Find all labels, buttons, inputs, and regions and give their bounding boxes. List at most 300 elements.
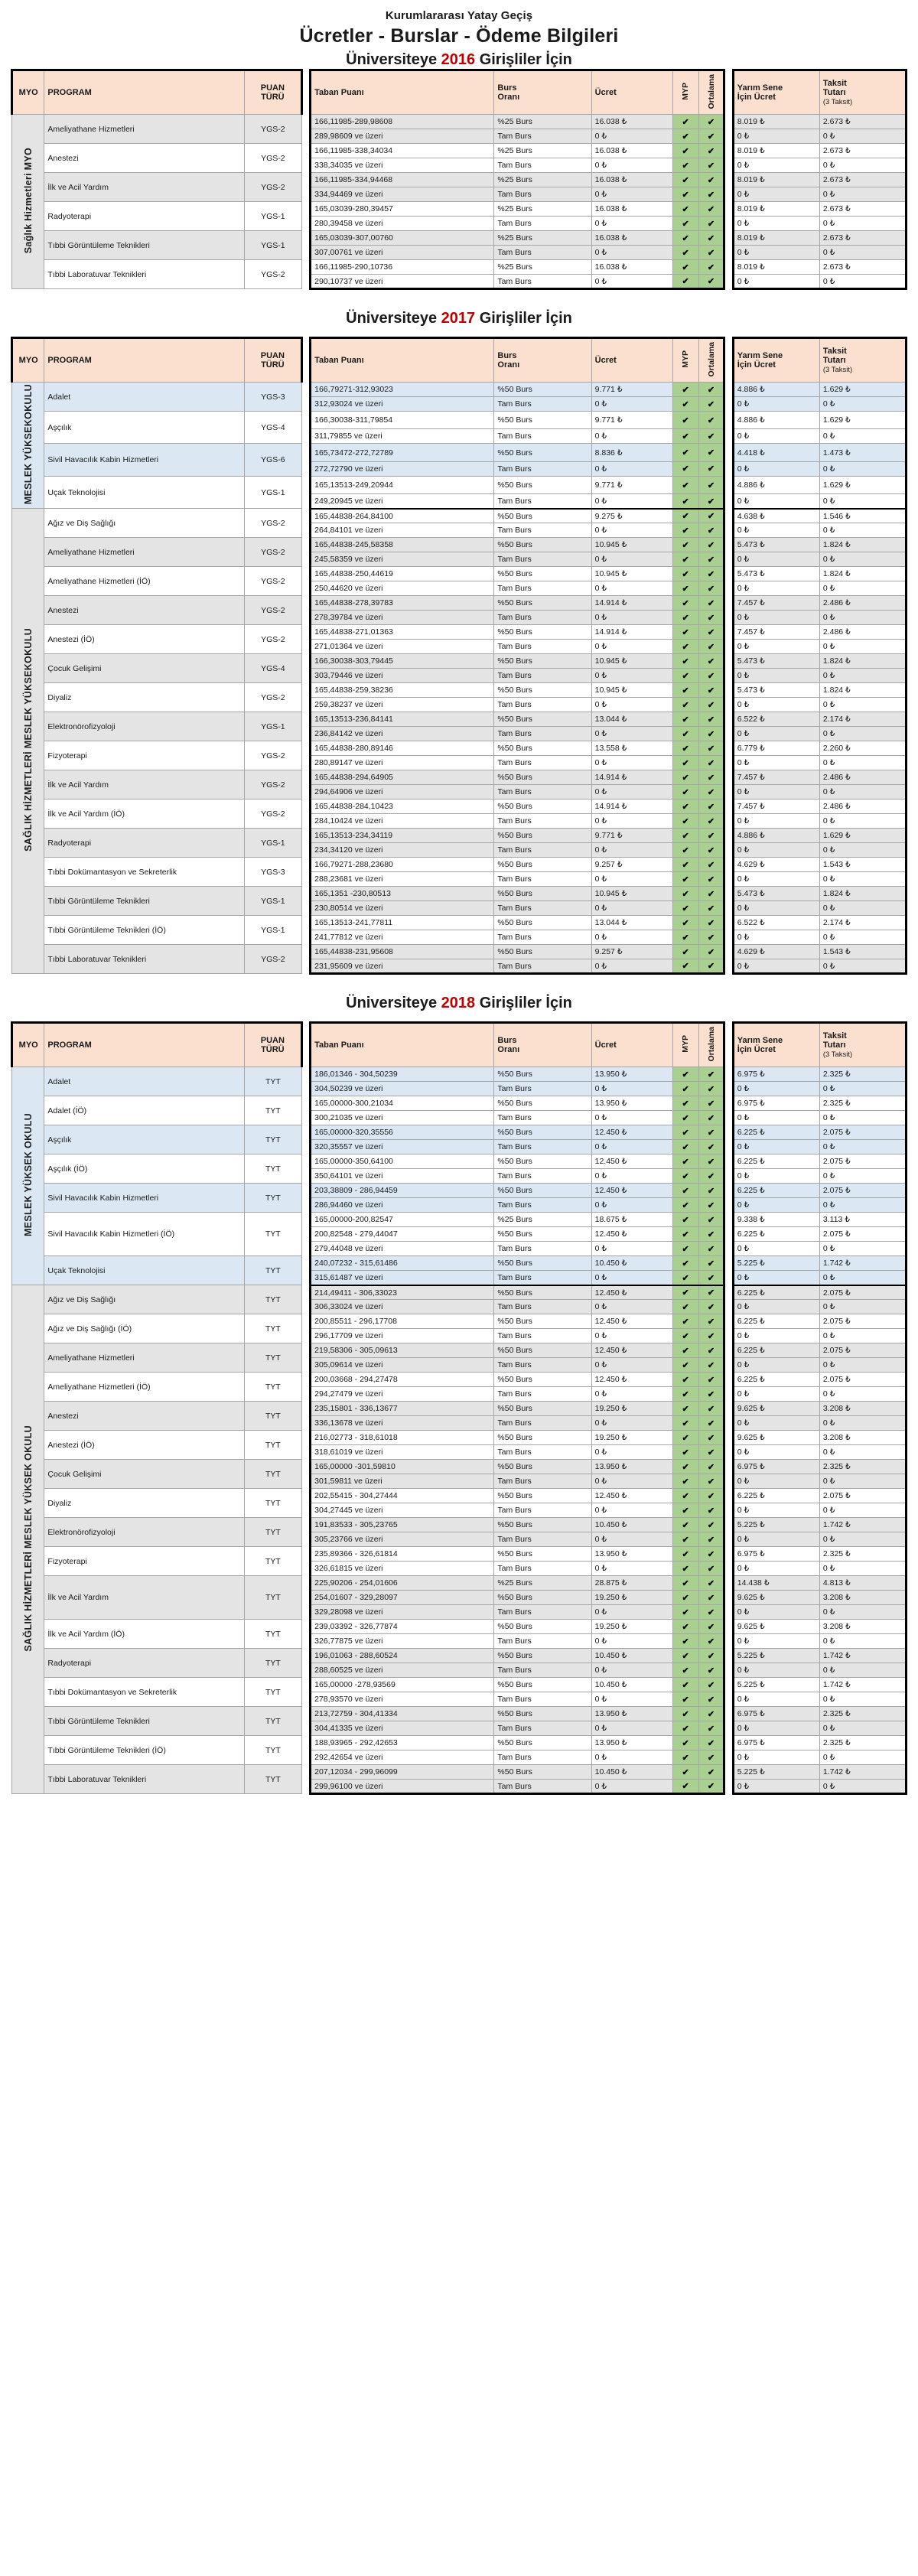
table-row	[12, 1547, 907, 1562]
taksit-tutari-value: 2.075 ₺	[819, 1343, 906, 1358]
taban-puani-value: 203,38809 - 286,94459	[311, 1184, 494, 1198]
table-row	[12, 1373, 907, 1387]
ortalama-check-icon: ✔	[698, 1067, 724, 1082]
taban-puani-value: 305,23766 ve üzeri	[311, 1532, 494, 1547]
ortalama-check-icon: ✔	[698, 1140, 724, 1154]
gap-cell-2	[724, 1300, 733, 1314]
ucret-value: 14.914 ₺	[591, 596, 672, 611]
ortalama-check-icon: ✔	[698, 727, 724, 741]
yarim-sene-ucret-value: 0 ₺	[733, 217, 819, 231]
taban-puani-value: 165,00000 -301,59810	[311, 1460, 494, 1474]
ucret-value: 19.250 ₺	[591, 1431, 672, 1445]
gap-cell-2	[724, 611, 733, 625]
yarim-sene-ucret-value: 0 ₺	[733, 1721, 819, 1736]
col-ucret: Ücret	[591, 1023, 672, 1067]
yarim-sene-ucret-value: 6.975 ₺	[733, 1707, 819, 1721]
taban-puani-value: 165,44838-245,58358	[311, 538, 494, 552]
ortalama-check-icon: ✔	[698, 1300, 724, 1314]
ortalama-check-icon: ✔	[698, 1576, 724, 1591]
taban-puani-value: 305,09614 ve üzeri	[311, 1358, 494, 1373]
taban-puani-value: 166,11985-289,98608	[311, 115, 494, 129]
program-name: İlk ve Acil Yardım (İÖ)	[44, 800, 245, 829]
myp-check-icon: ✔	[672, 1765, 698, 1780]
program-name: İlk ve Acil Yardım	[44, 1576, 245, 1620]
gap-cell-2	[724, 1343, 733, 1358]
ucret-value: 0 ₺	[591, 930, 672, 945]
gap-cell-2	[724, 202, 733, 217]
yarim-sene-ucret-value: 6.779 ₺	[733, 741, 819, 756]
yarim-sene-ucret-value: 0 ₺	[733, 872, 819, 887]
myo-group-label: Sağlık Hizmetleri MYO	[12, 115, 44, 289]
ortalama-check-icon: ✔	[698, 1213, 724, 1227]
myp-check-icon: ✔	[672, 429, 698, 444]
burs-orani-value: %50 Burs	[494, 1649, 591, 1663]
gap-cell-1	[301, 872, 310, 887]
taksit-tutari-value: 0 ₺	[819, 158, 906, 173]
gap-cell-2	[724, 1576, 733, 1591]
myp-check-icon: ✔	[672, 916, 698, 930]
taksit-tutari-value: 2.174 ₺	[819, 712, 906, 727]
col-program: PROGRAM	[44, 70, 245, 115]
ortalama-check-icon: ✔	[698, 1373, 724, 1387]
yarim-sene-ucret-value: 6.225 ₺	[733, 1373, 819, 1387]
burs-orani-value: %50 Burs	[494, 1096, 591, 1111]
gap-cell-1	[301, 1532, 310, 1547]
gap-cell-1	[301, 1198, 310, 1213]
program-name: Tıbbi Görüntüleme Teknikleri	[44, 1707, 245, 1736]
yarim-sene-ucret-value: 5.225 ₺	[733, 1765, 819, 1780]
yarim-sene-ucret-value: 0 ₺	[733, 1605, 819, 1620]
puan-turu-value: YGS-2	[244, 567, 301, 596]
ucret-value: 0 ₺	[591, 1445, 672, 1460]
taksit-tutari-value: 0 ₺	[819, 1242, 906, 1256]
gap-cell-1	[301, 1314, 310, 1329]
ucret-value: 0 ₺	[591, 1663, 672, 1678]
ucret-value: 9.771 ₺	[591, 383, 672, 397]
gap-cell-1	[301, 1692, 310, 1707]
table-row	[12, 173, 907, 187]
ortalama-check-icon: ✔	[698, 509, 724, 523]
gap-cell-2	[724, 1082, 733, 1096]
burs-orani-value: Tam Burs	[494, 698, 591, 712]
myp-check-icon: ✔	[672, 669, 698, 683]
table-row	[12, 887, 907, 901]
taban-puani-value: 254,01607 - 329,28097	[311, 1591, 494, 1605]
burs-orani-value: %50 Burs	[494, 1343, 591, 1358]
gap-cell-1	[301, 814, 310, 829]
yarim-sene-ucret-value: 0 ₺	[733, 461, 819, 476]
taksit-tutari-value: 0 ₺	[819, 275, 906, 289]
yarim-sene-ucret-value: 5.473 ₺	[733, 567, 819, 581]
burs-orani-value: Tam Burs	[494, 552, 591, 567]
gap-cell-2	[724, 829, 733, 843]
gap-cell-1	[301, 756, 310, 770]
ucret-value: 0 ₺	[591, 640, 672, 654]
gap-cell-1	[301, 158, 310, 173]
myp-check-icon: ✔	[672, 1620, 698, 1634]
gap-cell-1	[301, 829, 310, 843]
burs-orani-value: %50 Burs	[494, 509, 591, 523]
gap-cell-2	[724, 1213, 733, 1227]
taksit-tutari-value: 0 ₺	[819, 246, 906, 260]
gap-cell-1	[301, 1373, 310, 1387]
burs-orani-value: Tam Burs	[494, 187, 591, 202]
taksit-tutari-value: 1.742 ₺	[819, 1678, 906, 1692]
taban-puani-value: 165,00000-320,35556	[311, 1125, 494, 1140]
yarim-sene-ucret-value: 0 ₺	[733, 1242, 819, 1256]
ucret-value: 10.945 ₺	[591, 654, 672, 669]
gap-cell-1	[301, 1227, 310, 1242]
myp-check-icon: ✔	[672, 756, 698, 770]
table-body	[12, 383, 907, 974]
taban-puani-value: 280,89147 ve üzeri	[311, 756, 494, 770]
taban-puani-value: 165,03039-307,00760	[311, 231, 494, 246]
gap-cell-2	[724, 741, 733, 756]
burs-orani-value: %50 Burs	[494, 567, 591, 581]
taksit-tutari-value: 0 ₺	[819, 1140, 906, 1154]
myp-check-icon: ✔	[672, 538, 698, 552]
taksit-tutari-value: 1.629 ₺	[819, 476, 906, 493]
gap-cell-1	[301, 1256, 310, 1271]
table-row	[12, 1184, 907, 1198]
yarim-sene-ucret-value: 6.522 ₺	[733, 916, 819, 930]
gap-cell-2	[724, 916, 733, 930]
burs-orani-value: Tam Burs	[494, 1503, 591, 1518]
yarim-sene-ucret-value: 9.625 ₺	[733, 1431, 819, 1445]
gap-cell-1	[301, 1562, 310, 1576]
ortalama-check-icon: ✔	[698, 115, 724, 129]
gap-cell-1	[301, 1721, 310, 1736]
taksit-tutari-value: 0 ₺	[819, 640, 906, 654]
gap-cell-1	[301, 246, 310, 260]
ortalama-check-icon: ✔	[698, 173, 724, 187]
myp-check-icon: ✔	[672, 654, 698, 669]
program-name: Ameliyathane Hizmetleri (İÖ)	[44, 1373, 245, 1402]
yarim-sene-ucret-value: 0 ₺	[733, 1562, 819, 1576]
burs-orani-value: %25 Burs	[494, 231, 591, 246]
myp-check-icon: ✔	[672, 770, 698, 785]
gap-cell-2	[724, 187, 733, 202]
ucret-value: 0 ₺	[591, 217, 672, 231]
taban-puani-value: 250,44620 ve üzeri	[311, 581, 494, 596]
myp-check-icon: ✔	[672, 1169, 698, 1184]
taksit-tutari-value: 2.486 ₺	[819, 770, 906, 785]
yarim-sene-ucret-value: 4.629 ₺	[733, 945, 819, 959]
myp-check-icon: ✔	[672, 858, 698, 872]
taksit-tutari-value: 0 ₺	[819, 552, 906, 567]
myp-check-icon: ✔	[672, 1213, 698, 1227]
gap-cell-2	[724, 173, 733, 187]
myp-check-icon: ✔	[672, 1140, 698, 1154]
ucret-value: 0 ₺	[591, 429, 672, 444]
burs-orani-value: Tam Burs	[494, 397, 591, 412]
gap-cell-1	[301, 1271, 310, 1285]
gap-cell-2	[724, 959, 733, 974]
gap-cell-1	[301, 187, 310, 202]
taksit-tutari-value: 0 ₺	[819, 1198, 906, 1213]
ortalama-check-icon: ✔	[698, 916, 724, 930]
taksit-tutari-value: 0 ₺	[819, 727, 906, 741]
table-row	[12, 476, 907, 493]
ortalama-check-icon: ✔	[698, 901, 724, 916]
col-yarim-sene: Yarım Sene İçin Ücret	[733, 70, 819, 115]
taksit-tutari-value: 2.075 ₺	[819, 1184, 906, 1198]
taban-puani-value: 320,35557 ve üzeri	[311, 1140, 494, 1154]
gap-cell-2	[724, 1416, 733, 1431]
gap-cell-2	[724, 1721, 733, 1736]
burs-orani-value: Tam Burs	[494, 814, 591, 829]
col-burs-orani: Burs Oranı	[494, 1023, 591, 1067]
ucret-value: 0 ₺	[591, 1082, 672, 1096]
ortalama-check-icon: ✔	[698, 567, 724, 581]
ortalama-check-icon: ✔	[698, 843, 724, 858]
taksit-tutari-value: 0 ₺	[819, 872, 906, 887]
myp-check-icon: ✔	[672, 1649, 698, 1663]
table-row	[12, 1649, 907, 1663]
col-myp: MYP	[672, 70, 698, 115]
taban-puani-value: 165,03039-280,39457	[311, 202, 494, 217]
myp-check-icon: ✔	[672, 1184, 698, 1198]
puan-turu-value: TYT	[244, 1314, 301, 1343]
myp-check-icon: ✔	[672, 1125, 698, 1140]
myp-check-icon: ✔	[672, 144, 698, 158]
taban-puani-value: 290,10737 ve üzeri	[311, 275, 494, 289]
taksit-tutari-value: 3.113 ₺	[819, 1213, 906, 1227]
yarim-sene-ucret-value: 8.019 ₺	[733, 115, 819, 129]
gap-cell-2	[724, 1198, 733, 1213]
gap-cell-1	[301, 785, 310, 800]
gap-cell-2	[724, 1750, 733, 1765]
table-row	[12, 509, 907, 523]
gap-cell-1	[301, 698, 310, 712]
ortalama-check-icon: ✔	[698, 1111, 724, 1125]
gap-cell-2	[724, 1285, 733, 1300]
yarim-sene-ucret-value: 0 ₺	[733, 1111, 819, 1125]
taksit-tutari-value: 0 ₺	[819, 785, 906, 800]
gap-cell-2	[724, 1140, 733, 1154]
col-myo: MYO	[12, 1023, 44, 1067]
taban-puani-value: 286,94460 ve üzeri	[311, 1198, 494, 1213]
myp-check-icon: ✔	[672, 509, 698, 523]
taksit-tutari-value: 1.824 ₺	[819, 683, 906, 698]
burs-orani-value: Tam Burs	[494, 785, 591, 800]
taban-puani-value: 245,58359 ve üzeri	[311, 552, 494, 567]
ucret-value: 0 ₺	[591, 1692, 672, 1707]
taksit-tutari-value: 0 ₺	[819, 1169, 906, 1184]
gap-cell-2	[724, 1707, 733, 1721]
taksit-tutari-value: 1.473 ₺	[819, 444, 906, 461]
yarim-sene-ucret-value: 0 ₺	[733, 1416, 819, 1431]
gap-cell-2	[724, 800, 733, 814]
taban-puani-value: 165,44838-278,39783	[311, 596, 494, 611]
burs-orani-value: Tam Burs	[494, 217, 591, 231]
taksit-tutari-value: 0 ₺	[819, 1358, 906, 1373]
myp-check-icon: ✔	[672, 158, 698, 173]
gap-cell-1	[301, 397, 310, 412]
taksit-tutari-value: 1.824 ₺	[819, 538, 906, 552]
col-gap-2	[724, 338, 733, 383]
taban-puani-value: 186,01346 - 304,50239	[311, 1067, 494, 1082]
ortalama-check-icon: ✔	[698, 444, 724, 461]
taban-puani-value: 166,11985-334,94468	[311, 173, 494, 187]
myp-check-icon: ✔	[672, 1111, 698, 1125]
burs-orani-value: %50 Burs	[494, 1373, 591, 1387]
gap-cell-2	[724, 115, 733, 129]
ucret-value: 13.950 ₺	[591, 1460, 672, 1474]
ortalama-check-icon: ✔	[698, 187, 724, 202]
taban-puani-value: 165,00000-300,21034	[311, 1096, 494, 1111]
ucret-value: 0 ₺	[591, 552, 672, 567]
ucret-value: 0 ₺	[591, 1780, 672, 1794]
table-row	[12, 1765, 907, 1780]
myp-check-icon: ✔	[672, 1678, 698, 1692]
program-name: İlk ve Acil Yardım (İÖ)	[44, 1620, 245, 1649]
taksit-tutari-value: 0 ₺	[819, 1503, 906, 1518]
myp-check-icon: ✔	[672, 129, 698, 144]
myp-check-icon: ✔	[672, 412, 698, 429]
gap-cell-2	[724, 770, 733, 785]
gap-cell-1	[301, 741, 310, 756]
gap-cell-2	[724, 444, 733, 461]
myp-check-icon: ✔	[672, 1562, 698, 1576]
gap-cell-2	[724, 1154, 733, 1169]
myp-check-icon: ✔	[672, 275, 698, 289]
gap-cell-2	[724, 814, 733, 829]
section-title-suffix: Girişliler İçin	[475, 310, 572, 327]
gap-cell-1	[301, 770, 310, 785]
burs-orani-value: Tam Burs	[494, 756, 591, 770]
myp-check-icon: ✔	[672, 1532, 698, 1547]
yarim-sene-ucret-value: 8.019 ₺	[733, 202, 819, 217]
gap-cell-2	[724, 1736, 733, 1750]
ucret-value: 12.450 ₺	[591, 1125, 672, 1140]
burs-orani-value: %50 Burs	[494, 1154, 591, 1169]
gap-cell-1	[301, 173, 310, 187]
ucret-value: 12.450 ₺	[591, 1314, 672, 1329]
gap-cell-1	[301, 930, 310, 945]
taksit-tutari-value: 0 ₺	[819, 397, 906, 412]
program-name: Diyaliz	[44, 1489, 245, 1518]
program-name: Diyaliz	[44, 683, 245, 712]
ortalama-check-icon: ✔	[698, 1562, 724, 1576]
gap-cell-1	[301, 1169, 310, 1184]
myp-check-icon: ✔	[672, 1547, 698, 1562]
burs-orani-value: %50 Burs	[494, 1547, 591, 1562]
taksit-tutari-value: 0 ₺	[819, 1780, 906, 1794]
gap-cell-2	[724, 1649, 733, 1663]
myp-check-icon: ✔	[672, 1154, 698, 1169]
yarim-sene-ucret-value: 0 ₺	[733, 640, 819, 654]
fees-table-s2016	[11, 69, 907, 290]
puan-turu-value: YGS-2	[244, 538, 301, 567]
puan-turu-value: TYT	[244, 1547, 301, 1576]
program-name: Adalet	[44, 383, 245, 412]
col-puan-turu: PUAN TÜRÜ	[244, 338, 301, 383]
taban-puani-value: 296,17709 ve üzeri	[311, 1329, 494, 1343]
gap-cell-2	[724, 1314, 733, 1329]
gap-cell-2	[724, 552, 733, 567]
gap-cell-1	[301, 1445, 310, 1460]
table-row	[12, 444, 907, 461]
taksit-tutari-value: 3.208 ₺	[819, 1402, 906, 1416]
taban-puani-value: 304,50239 ve üzeri	[311, 1082, 494, 1096]
ucret-value: 13.558 ₺	[591, 741, 672, 756]
taban-puani-value: 235,15801 - 336,13677	[311, 1402, 494, 1416]
table-row	[12, 1576, 907, 1591]
ortalama-check-icon: ✔	[698, 1387, 724, 1402]
table-row	[12, 741, 907, 756]
taban-puani-value: 165,44838-294,64905	[311, 770, 494, 785]
taban-puani-value: 294,27479 ve üzeri	[311, 1387, 494, 1402]
burs-orani-value: %50 Burs	[494, 654, 591, 669]
gap-cell-1	[301, 1082, 310, 1096]
puan-turu-value: TYT	[244, 1285, 301, 1314]
burs-orani-value: %25 Burs	[494, 260, 591, 275]
taban-puani-value: 289,98609 ve üzeri	[311, 129, 494, 144]
myp-check-icon: ✔	[672, 1329, 698, 1343]
col-gap-1	[301, 338, 310, 383]
ortalama-check-icon: ✔	[698, 945, 724, 959]
myp-check-icon: ✔	[672, 625, 698, 640]
taksit-tutari-value: 2.486 ₺	[819, 596, 906, 611]
gap-cell-1	[301, 552, 310, 567]
burs-orani-value: %50 Burs	[494, 538, 591, 552]
myp-check-icon: ✔	[672, 959, 698, 974]
ucret-value: 0 ₺	[591, 727, 672, 741]
ucret-value: 13.950 ₺	[591, 1067, 672, 1082]
yarim-sene-ucret-value: 9.338 ₺	[733, 1213, 819, 1227]
program-name: Ameliyathane Hizmetleri	[44, 1343, 245, 1373]
yarim-sene-ucret-value: 5.473 ₺	[733, 683, 819, 698]
ucret-value: 0 ₺	[591, 1503, 672, 1518]
page-title: Ücretler - Burslar - Ödeme Bilgileri	[299, 25, 619, 47]
ucret-value: 19.250 ₺	[591, 1402, 672, 1416]
myp-check-icon: ✔	[672, 461, 698, 476]
yarim-sene-ucret-value: 6.225 ₺	[733, 1125, 819, 1140]
table-row	[12, 945, 907, 959]
ucret-value: 10.945 ₺	[591, 683, 672, 698]
gap-cell-1	[301, 1431, 310, 1445]
ucret-value: 13.950 ₺	[591, 1736, 672, 1750]
col-taksit-tutari: Taksit Tutarı (3 Taksit)	[819, 1023, 906, 1067]
taksit-tutari-value: 1.543 ₺	[819, 858, 906, 872]
ucret-value: 0 ₺	[591, 1750, 672, 1765]
taban-puani-value: 329,28098 ve üzeri	[311, 1605, 494, 1620]
taksit-tutari-value: 0 ₺	[819, 756, 906, 770]
gap-cell-1	[301, 1780, 310, 1794]
gap-cell-1	[301, 1634, 310, 1649]
myp-check-icon: ✔	[672, 217, 698, 231]
ortalama-check-icon: ✔	[698, 596, 724, 611]
ucret-value: 13.044 ₺	[591, 916, 672, 930]
taksit-tutari-value: 0 ₺	[819, 217, 906, 231]
gap-cell-1	[301, 1285, 310, 1300]
table-header-row	[12, 70, 907, 115]
taksit-tutari-value: 0 ₺	[819, 930, 906, 945]
burs-orani-value: %50 Burs	[494, 476, 591, 493]
taban-puani-value: 165,44838-280,89146	[311, 741, 494, 756]
ucret-value: 0 ₺	[591, 1416, 672, 1431]
puan-turu-value: YGS-4	[244, 654, 301, 683]
program-name: Adalet (İÖ)	[44, 1096, 245, 1125]
myp-check-icon: ✔	[672, 1402, 698, 1416]
burs-orani-value: Tam Burs	[494, 640, 591, 654]
yarim-sene-ucret-value: 5.473 ₺	[733, 654, 819, 669]
taban-puani-value: 166,30038-311,79854	[311, 412, 494, 429]
taksit-tutari-value: 0 ₺	[819, 1082, 906, 1096]
puan-turu-value: YGS-1	[244, 829, 301, 858]
gap-cell-2	[724, 1096, 733, 1111]
